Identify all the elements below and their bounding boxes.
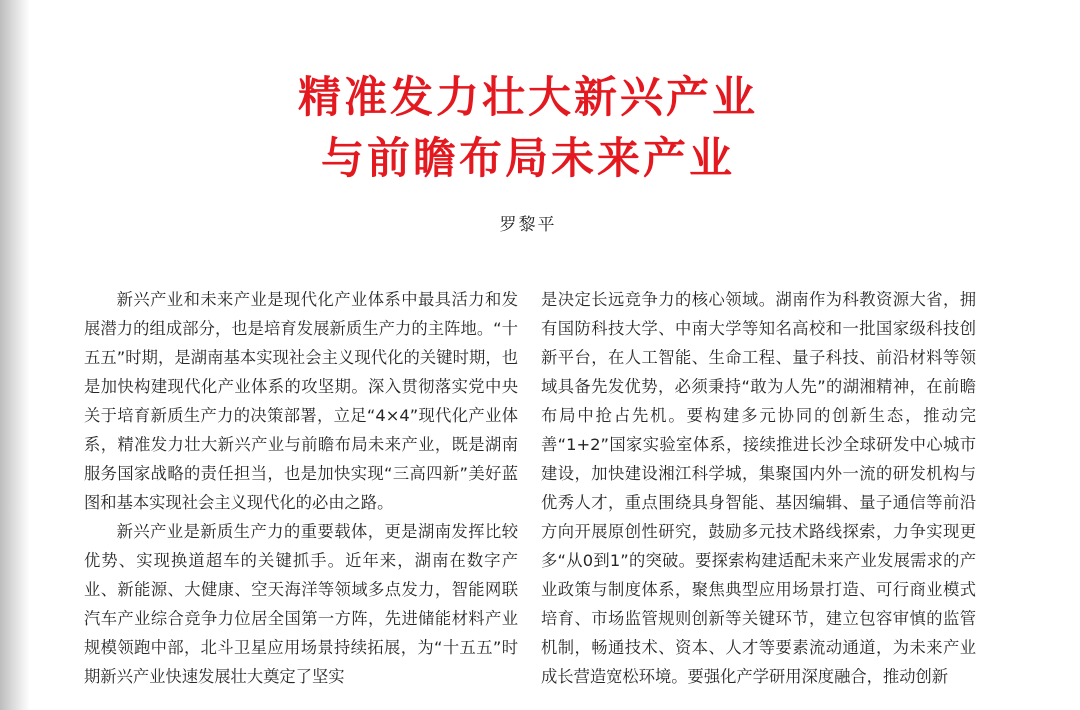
article-title-line-1: 精准发力壮大新兴产业 [298,73,758,123]
body-paragraph: 新兴产业和未来产业是现代化产业体系中最具活力和发展潜力的组成部分，也是培育发展新质生产力的主阵地。“十五五”时期，是湖南基本实现社会主义现代化的关键时期，也是加快构建现代化产业体系的攻坚期。深入贯彻落实党中央关于培育新质生产力的决策部署，立足“4×4”现代化产业体系，精准发力壮大新兴产业与前瞻布局未来产业，既是湖南服务国家战略的责任担当，也是加快实现“三高四新”美好蓝图和基本实现社会主义现代化的必由之路。 [84,290,518,512]
left-text-column [84,285,518,691]
right-text-column [541,285,976,691]
body-paragraph: 是决定长远竞争力的核心领域。湖南作为科教资源大省，拥有国防科技大学、中南大学等知名高校和一批国家级科技创新平台，在人工智能、生命工程、量子科技、前沿材料等领域具备先发优势，必须秉持“敢为人先”的湖湘精神，在前瞻布局中抢占先机。要构建多元协同的创新生态，推动完善“1+2”国家实验室体系，接续推进长沙全球研发中心城市建设，加快建设湘江科学城，集聚国内外一流的研发机构与优秀人才，重点围绕具身智能、基因编辑、量子通信等前沿方向开展原创性研究，鼓励多元技术路线探索，力争实现更多“从0到1”的突破。要探索构建适配未来产业发展需求的产业政策与制度体系，聚焦典型应用场景打造、可行商业模式培育、市场监管规则创新等关键环节，建立包容审慎的监管机制，畅通技术、资本、人才等要素流动通道，为未来产业成长营造宽松环境。要强化产学研用深度融合，推动创新 [541,290,976,686]
article-title-line-2: 与前瞻布局未来产业 [321,134,735,184]
body-paragraph: 新兴产业是新质生产力的重要载体，更是湖南发挥比较优势、实现换道超车的关键抓手。近年来，湖南在数字产业、新能源、大健康、空天海洋等领域多点发力，智能网联汽车产业综合竞争力位居全国第一方阵，先进储能材料产业规模领跑中部，北斗卫星应用场景持续拓展，为“十五五”时期新兴产业快速发展壮大奠定了坚实 [84,522,518,686]
article-author: 罗黎平 [499,215,557,235]
